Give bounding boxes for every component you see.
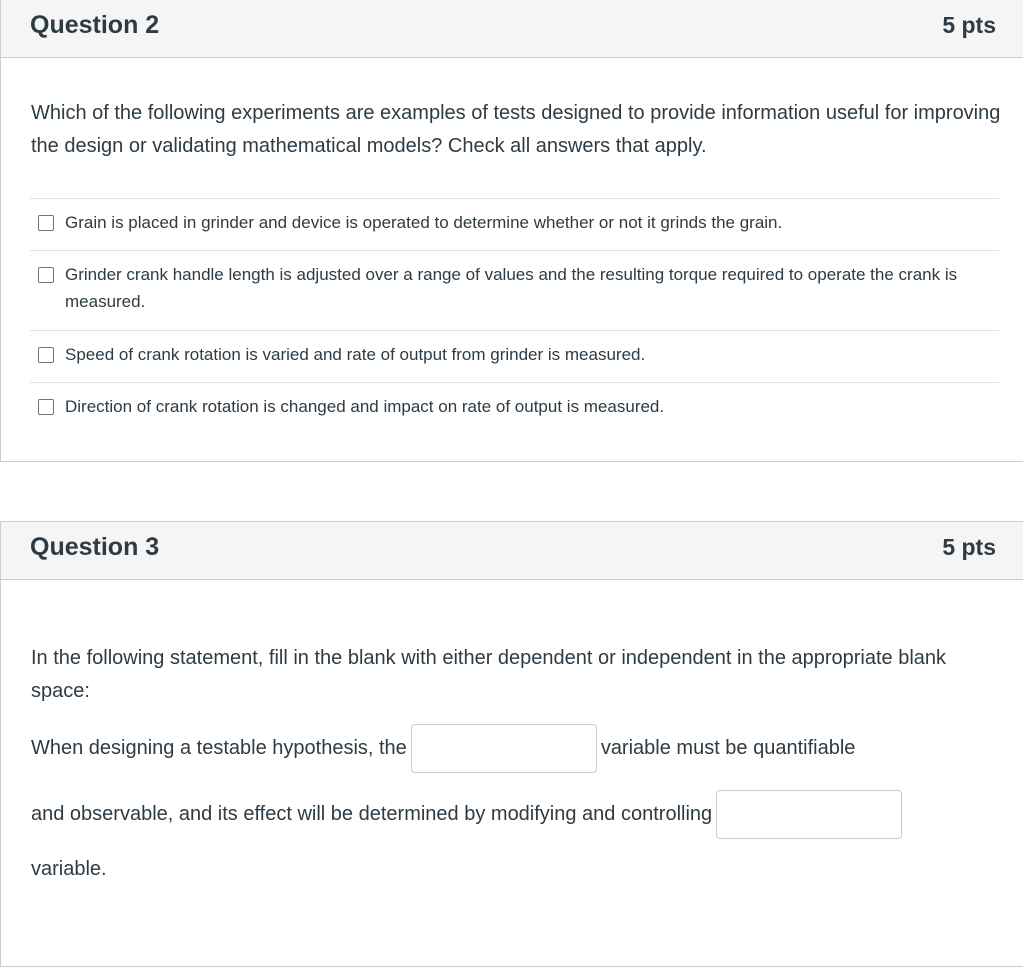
answer-label-3[interactable]: Speed of crank rotation is varied and rate of output from grinder is measured. — [65, 345, 646, 364]
statement-segment-3: and observable, and its effect will be determined by modifying and controlling — [31, 803, 713, 825]
question-3-card — [0, 521, 1023, 967]
question-2-points: 5 pts — [942, 12, 996, 38]
answer-option-3[interactable] — [30, 331, 999, 383]
question-2-card — [0, 0, 1023, 462]
blank-input-1[interactable] — [411, 724, 597, 773]
fill-line-2 — [31, 790, 906, 839]
checkbox-answer-3[interactable] — [38, 347, 54, 363]
fill-line-1 — [31, 724, 855, 773]
question-3-text: In the following statement, fill in the blank with either dependent or independent in the appropriate blank space: — [31, 647, 947, 702]
answer-option-4[interactable] — [30, 383, 999, 435]
checkbox-answer-2[interactable] — [38, 267, 54, 283]
question-3-points: 5 pts — [942, 534, 996, 560]
question-2-text: Which of the following experiments are examples of tests designed to provide information useful for improving the design or validating mathematical models? Check all answers that apply. — [31, 102, 1001, 157]
answer-option-2[interactable] — [30, 251, 999, 331]
statement-segment-2: variable must be quantifiable — [600, 737, 856, 759]
question-3-title: Question 3 — [30, 533, 160, 561]
checkbox-answer-4[interactable] — [38, 399, 54, 415]
answer-label-4[interactable]: Direction of crank rotation is changed and impact on rate of output is measured. — [65, 397, 665, 416]
question-3-header — [1, 522, 1023, 580]
blank-input-2[interactable] — [716, 790, 902, 839]
answer-list — [30, 198, 999, 435]
answer-option-1[interactable] — [30, 199, 999, 251]
question-2-header — [1, 0, 1023, 58]
question-2-title: Question 2 — [30, 11, 160, 39]
fill-line-3 — [31, 858, 107, 881]
checkbox-answer-1[interactable] — [38, 215, 54, 231]
answer-label-2[interactable]: Grinder crank handle length is adjusted over a range of values and the resulting torque required to operate the crank is measured. — [65, 265, 958, 311]
answer-label-1[interactable]: Grain is placed in grinder and device is operated to determine whether or not it grinds the grain. — [65, 213, 783, 232]
statement-segment-4: variable. — [31, 858, 107, 881]
statement-segment-1: When designing a testable hypothesis, the — [31, 737, 407, 759]
